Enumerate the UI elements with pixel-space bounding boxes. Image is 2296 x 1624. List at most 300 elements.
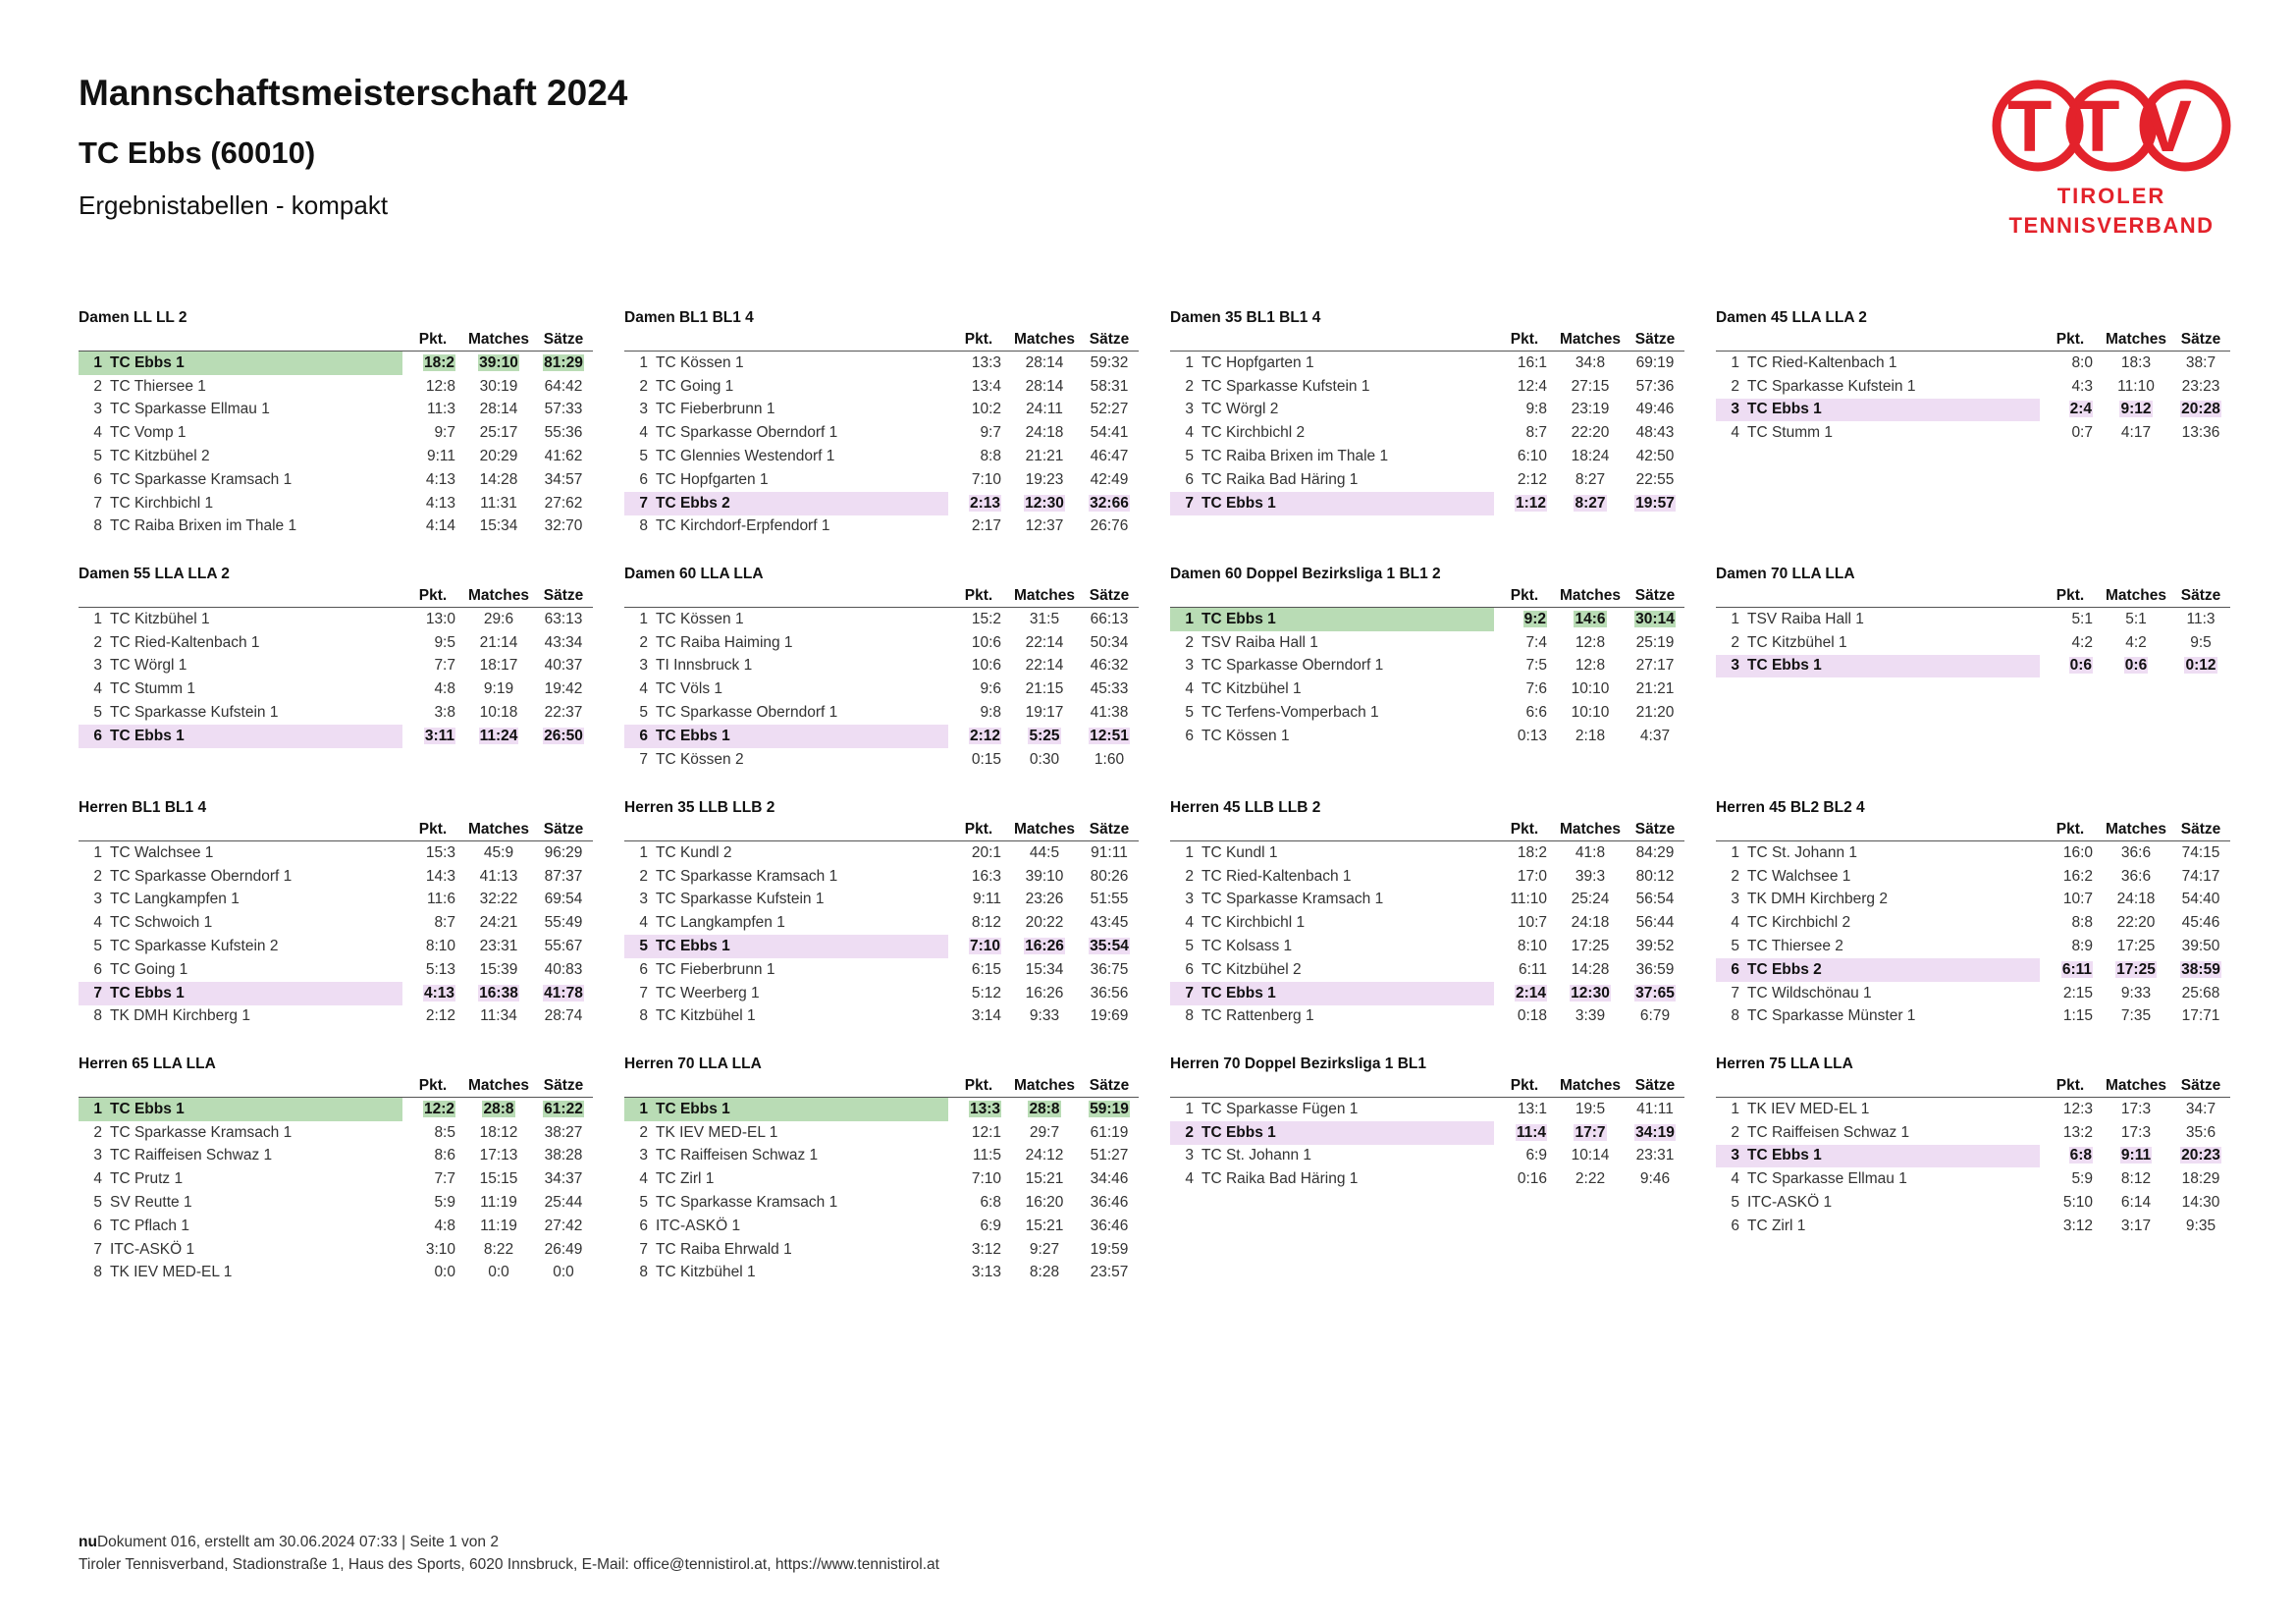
cell-pkt-value: 9:5 [434, 633, 455, 651]
table-row [1716, 1098, 2230, 1121]
header-matches: Matches [463, 585, 534, 608]
cell-pkt [1494, 889, 1555, 912]
cell-team: TC Ried-Kaltenbach 1 [110, 633, 260, 651]
cell-pkt-value: 14:3 [425, 867, 455, 885]
cell-matches-value: 9:27 [1029, 1240, 1060, 1258]
cell-matches [1555, 701, 1626, 725]
table-row [1170, 399, 1684, 422]
cell-matches-value: 9:33 [2120, 984, 2152, 1001]
cell-rank: 7 [79, 982, 108, 1005]
cell-saetze-value: 6:79 [1639, 1007, 1671, 1025]
cell-matches [1009, 1262, 1080, 1285]
header-rank [624, 1075, 654, 1098]
table-row [79, 725, 593, 748]
standings-table [1716, 819, 2230, 1028]
cell-saetze [534, 631, 593, 655]
cell-matches-value: 10:10 [1571, 704, 1610, 722]
table-row [624, 889, 1139, 912]
cell-matches-value: 10:10 [1571, 680, 1610, 698]
cell-matches [463, 352, 534, 375]
cell-pkt-value: 7:5 [1525, 657, 1547, 675]
cell-saetze-value: 43:34 [544, 633, 583, 651]
cell-rank: 7 [624, 492, 654, 515]
cell-rank: 6 [93, 960, 102, 978]
cell-saetze [1626, 725, 1684, 748]
cell-saetze-value: 34:19 [1635, 1123, 1675, 1141]
cell-saetze [1080, 1121, 1139, 1145]
cell-matches-value: 2:18 [1575, 727, 1606, 744]
cell-team: TC Kitzbühel 2 [110, 448, 210, 465]
standings-table [1716, 585, 2230, 677]
cell-team: TC Hopfgarten 1 [1201, 353, 1314, 371]
table-row [624, 1238, 1139, 1262]
cell-saetze [534, 701, 593, 725]
group-title: Damen LL LL 2 [79, 309, 187, 326]
cell-matches-value: 36:6 [2120, 843, 2152, 861]
cell-team: TC Langkampfen 1 [656, 914, 785, 932]
cell-team: TC Ebbs 1 [108, 352, 402, 375]
cell-matches [463, 1121, 534, 1145]
header-matches: Matches [1009, 819, 1080, 841]
cell-saetze-value: 0:0 [553, 1264, 574, 1281]
cell-team: TK IEV MED-EL 1 [656, 1123, 778, 1141]
cell-pkt [1494, 958, 1555, 982]
cell-pkt [2040, 1121, 2101, 1145]
table-row [1170, 841, 1684, 865]
cell-matches-value: 11:10 [2117, 377, 2155, 395]
cell-saetze [534, 399, 593, 422]
header-rank [1170, 819, 1200, 841]
header-saetze: Sätze [2171, 819, 2230, 841]
cell-rank: 4 [1185, 424, 1194, 442]
cell-pkt [948, 399, 1009, 422]
cell-saetze [2171, 1098, 2230, 1121]
cell-pkt [1494, 911, 1555, 935]
header-pkt: Pkt. [1494, 585, 1555, 608]
cell-saetze-value: 61:19 [1090, 1123, 1129, 1141]
table-row [1716, 1145, 2230, 1168]
table-header [1716, 819, 2230, 841]
cell-pkt [402, 399, 463, 422]
table-row [1170, 655, 1684, 678]
table-row [79, 701, 593, 725]
cell-rank: 5 [93, 938, 102, 955]
cell-saetze-value: 38:28 [544, 1147, 583, 1164]
group-block [1716, 797, 2230, 1054]
table-row [624, 911, 1139, 935]
cell-matches [463, 911, 534, 935]
table-row [1716, 352, 2230, 375]
cell-pkt-value: 5:12 [971, 984, 1001, 1001]
cell-matches-value: 24:18 [2116, 891, 2156, 908]
cell-pkt-value: 18:2 [423, 353, 454, 371]
cell-matches [463, 701, 534, 725]
table-row [79, 1121, 593, 1145]
cell-saetze [534, 515, 593, 539]
table-row [1170, 352, 1684, 375]
cell-matches [1555, 841, 1626, 865]
cell-saetze-value: 54:40 [2181, 891, 2220, 908]
cell-pkt [2040, 935, 2101, 958]
cell-team: TC St. Johann 1 [1201, 1147, 1312, 1164]
cell-matches [1009, 468, 1080, 492]
cell-saetze-value: 39:50 [2181, 938, 2220, 955]
cell-pkt [1494, 1145, 1555, 1168]
header-saetze: Sätze [534, 585, 593, 608]
cell-pkt [2040, 1167, 2101, 1191]
table-row [79, 655, 593, 678]
table-header [1170, 819, 1684, 841]
table-header [79, 585, 593, 608]
cell-matches [1555, 1121, 1626, 1145]
cell-pkt-value: 16:0 [2062, 843, 2093, 861]
cell-saetze [1080, 748, 1139, 772]
cell-matches [1009, 445, 1080, 468]
cell-matches-value: 39:3 [1575, 867, 1606, 885]
cell-saetze [2171, 421, 2230, 445]
cell-team: TSV Raiba Hall 1 [1747, 610, 1864, 627]
cell-rank: 5 [639, 448, 648, 465]
table-row [1716, 375, 2230, 399]
table-row [624, 468, 1139, 492]
ttv-logo [1991, 79, 2232, 245]
cell-saetze [2171, 1121, 2230, 1145]
cell-pkt [1494, 468, 1555, 492]
cell-rank: 5 [624, 935, 654, 958]
cell-pkt-value: 2:12 [1517, 470, 1547, 488]
cell-saetze-value: 41:78 [544, 984, 583, 1001]
cell-saetze [2171, 865, 2230, 889]
cell-pkt-value: 11:3 [426, 401, 455, 418]
cell-pkt-value: 2:13 [969, 494, 1000, 512]
cell-matches [463, 725, 534, 748]
cell-matches-value: 22:20 [1571, 424, 1610, 442]
cell-rank: 2 [1170, 1121, 1200, 1145]
group-block [79, 1054, 593, 1299]
cell-saetze [534, 352, 593, 375]
cell-rank: 1 [1731, 353, 1739, 371]
table-row [79, 515, 593, 539]
cell-saetze [1080, 608, 1139, 631]
cell-saetze-value: 32:66 [1090, 494, 1129, 512]
table-row [79, 889, 593, 912]
cell-pkt [1494, 677, 1555, 701]
cell-matches-value: 9:11 [2120, 1147, 2152, 1164]
cell-saetze-value: 91:11 [1091, 843, 1128, 861]
cell-pkt-value: 3:8 [434, 704, 455, 722]
cell-matches [463, 958, 534, 982]
cell-saetze [534, 982, 593, 1005]
standings-table [624, 819, 1139, 1028]
group-block [79, 307, 593, 564]
cell-matches [2101, 982, 2171, 1005]
cell-matches-value: 19:5 [1575, 1100, 1606, 1117]
cell-team: TC Ebbs 1 [1200, 982, 1494, 1005]
cell-pkt [402, 468, 463, 492]
cell-saetze-value: 42:49 [1090, 470, 1129, 488]
header-saetze: Sätze [2171, 329, 2230, 352]
cell-team: TC Weerberg 1 [656, 984, 760, 1001]
cell-team: TC Sparkasse Oberndorf 1 [110, 867, 293, 885]
cell-pkt-value: 12:8 [425, 377, 455, 395]
cell-pkt [1494, 935, 1555, 958]
cell-team: TC Sparkasse Kramsach 1 [110, 470, 293, 488]
cell-pkt-value: 7:10 [969, 938, 1000, 955]
cell-rank: 4 [639, 424, 648, 442]
cell-team: TC Kundl 2 [656, 843, 732, 861]
cell-saetze [1080, 399, 1139, 422]
cell-pkt-value: 3:12 [971, 1240, 1001, 1258]
cell-saetze [1626, 492, 1684, 515]
cell-saetze [1080, 1005, 1139, 1029]
cell-rank: 2 [93, 1123, 102, 1141]
cell-saetze [534, 608, 593, 631]
cell-matches-value: 21:14 [479, 633, 518, 651]
cell-matches-value: 10:18 [479, 704, 518, 722]
header-team [1200, 585, 1494, 608]
table-row [1716, 1121, 2230, 1145]
cell-pkt [948, 352, 1009, 375]
cell-pkt [1494, 841, 1555, 865]
table-row [624, 1145, 1139, 1168]
cell-team: TC Ried-Kaltenbach 1 [1201, 867, 1352, 885]
cell-pkt [402, 958, 463, 982]
cell-pkt [402, 982, 463, 1005]
cell-saetze [534, 1262, 593, 1285]
table-row [79, 958, 593, 982]
cell-saetze-value: 14:30 [2181, 1194, 2220, 1212]
cell-matches [2101, 1005, 2171, 1029]
cell-pkt [2040, 1005, 2101, 1029]
cell-pkt-value: 0:6 [2069, 657, 2092, 675]
group-block [624, 797, 1139, 1054]
cell-matches-value: 8:12 [2120, 1170, 2152, 1188]
cell-saetze-value: 34:46 [1090, 1170, 1129, 1188]
cell-rank: 5 [93, 704, 102, 722]
cell-pkt-value: 4:13 [425, 470, 455, 488]
cell-pkt-value: 7:7 [434, 1170, 455, 1188]
nu-mark: nu [79, 1534, 97, 1550]
cell-matches [463, 421, 534, 445]
cell-saetze-value: 22:55 [1635, 470, 1675, 488]
cell-pkt-value: 8:7 [434, 914, 455, 932]
cell-saetze-value: 26:50 [544, 727, 583, 744]
header-rank [79, 585, 108, 608]
cell-pkt [2040, 421, 2101, 445]
cell-team: TC Sparkasse Oberndorf 1 [1201, 657, 1384, 675]
cell-team: TK DMH Kirchberg 1 [110, 1007, 250, 1025]
cell-matches-value: 5:1 [2125, 610, 2147, 627]
header-rank [79, 329, 108, 352]
cell-team: TC Raika Bad Häring 1 [1201, 1170, 1359, 1188]
cell-pkt [948, 889, 1009, 912]
table-row [1170, 445, 1684, 468]
header-rank [79, 819, 108, 841]
cell-matches [1009, 982, 1080, 1005]
header-pkt: Pkt. [948, 819, 1009, 841]
header-rank [79, 1075, 108, 1098]
cell-saetze [534, 889, 593, 912]
cell-rank: 2 [1185, 633, 1194, 651]
cell-matches-value: 28:8 [1029, 1100, 1060, 1117]
cell-matches-value: 9:19 [483, 680, 514, 698]
cell-pkt-value: 10:7 [1517, 914, 1547, 932]
cell-saetze [2171, 911, 2230, 935]
cell-rank: 1 [1185, 353, 1194, 371]
cell-matches [463, 935, 534, 958]
header-matches: Matches [2101, 1075, 2171, 1098]
cell-pkt-value: 4:8 [434, 680, 455, 698]
table-row [624, 1098, 1139, 1121]
cell-pkt-value: 10:6 [971, 633, 1001, 651]
cell-matches-value: 24:18 [1025, 424, 1064, 442]
cell-team: TC Sparkasse Fügen 1 [1201, 1100, 1359, 1117]
cell-team: TC Going 1 [656, 377, 734, 395]
cell-matches-value: 17:7 [1575, 1123, 1606, 1141]
header-rank [624, 329, 654, 352]
group-block [624, 1054, 1139, 1299]
club-title: TC Ebbs (60010) [79, 135, 316, 170]
cell-saetze [534, 1005, 593, 1029]
cell-pkt-value: 7:7 [434, 657, 455, 675]
header-matches: Matches [1009, 329, 1080, 352]
cell-matches [1555, 958, 1626, 982]
cell-matches-value: 8:27 [1575, 494, 1606, 512]
cell-rank: 1 [79, 1098, 108, 1121]
cell-matches-value: 8:28 [1029, 1264, 1060, 1281]
cell-saetze-value: 34:37 [544, 1170, 583, 1188]
cell-pkt-value: 6:8 [980, 1194, 1001, 1212]
cell-rank: 4 [1731, 914, 1739, 932]
cell-saetze [1080, 958, 1139, 982]
header-matches: Matches [1555, 585, 1626, 608]
table-row [624, 1215, 1139, 1238]
cell-saetze [2171, 935, 2230, 958]
cell-matches-value: 29:7 [1029, 1123, 1060, 1141]
cell-saetze [534, 1238, 593, 1262]
cell-matches-value: 41:8 [1575, 843, 1606, 861]
cell-saetze-value: 45:46 [2181, 914, 2220, 932]
cell-pkt [2040, 655, 2101, 678]
cell-pkt [948, 445, 1009, 468]
group-title: Damen 70 LLA LLA [1716, 566, 1855, 582]
cell-saetze [1080, 468, 1139, 492]
cell-saetze-value: 69:19 [1635, 353, 1675, 371]
cell-saetze-value: 96:29 [544, 843, 583, 861]
cell-rank: 2 [1185, 377, 1194, 395]
cell-matches-value: 15:21 [1025, 1170, 1064, 1188]
cell-matches-value: 25:17 [479, 424, 518, 442]
cell-saetze-value: 28:74 [544, 1007, 583, 1025]
table-row [1170, 677, 1684, 701]
cell-saetze [1080, 445, 1139, 468]
cell-pkt [1494, 655, 1555, 678]
cell-team: TC Wildschönau 1 [1747, 984, 1872, 1001]
table-row [624, 445, 1139, 468]
cell-rank: 8 [639, 1007, 648, 1025]
header-matches: Matches [463, 329, 534, 352]
cell-rank: 1 [639, 353, 648, 371]
cell-saetze [2171, 608, 2230, 631]
header-matches: Matches [463, 819, 534, 841]
cell-team: TC Stumm 1 [1747, 424, 1833, 442]
cell-saetze-value: 46:32 [1090, 657, 1129, 675]
cell-pkt-value: 6:8 [2069, 1147, 2092, 1164]
cell-matches [1555, 375, 1626, 399]
header-team [654, 329, 948, 352]
cell-saetze [534, 725, 593, 748]
cell-rank: 2 [93, 633, 102, 651]
cell-rank: 4 [639, 680, 648, 698]
cell-pkt [2040, 352, 2101, 375]
table-row [1170, 468, 1684, 492]
cell-pkt-value: 0:7 [2071, 424, 2093, 442]
cell-pkt-value: 13:2 [2062, 1123, 2093, 1141]
cell-pkt [2040, 608, 2101, 631]
cell-matches-value: 36:6 [2120, 867, 2152, 885]
cell-matches [2101, 1121, 2171, 1145]
cell-pkt-value: 11:10 [1510, 891, 1547, 908]
table-row [79, 1145, 593, 1168]
cell-pkt [948, 935, 1009, 958]
cell-pkt-value: 6:9 [1525, 1147, 1547, 1164]
cell-pkt [402, 841, 463, 865]
table-row [79, 1191, 593, 1215]
cell-matches [1009, 655, 1080, 678]
cell-pkt-value: 10:6 [971, 657, 1001, 675]
group-block [1170, 797, 1684, 1054]
cell-matches-value: 12:8 [1575, 657, 1606, 675]
cell-team: TC Walchsee 1 [1747, 867, 1851, 885]
cell-rank: 6 [93, 470, 102, 488]
cell-pkt-value: 9:11 [972, 891, 1001, 908]
cell-pkt [402, 865, 463, 889]
cell-pkt [402, 631, 463, 655]
cell-team: TC Ebbs 1 [1200, 492, 1494, 515]
cell-rank: 3 [1716, 1145, 1745, 1168]
cell-matches-value: 27:15 [1571, 377, 1610, 395]
cell-team: ITC-ASKÖ 1 [110, 1240, 195, 1258]
cell-matches [2101, 399, 2171, 422]
cell-matches-value: 28:14 [1025, 377, 1064, 395]
cell-pkt-value: 13:1 [1517, 1100, 1547, 1117]
cell-saetze [2171, 1005, 2230, 1029]
table-row [79, 399, 593, 422]
cell-saetze-value: 45:33 [1090, 680, 1129, 698]
cell-saetze-value: 51:55 [1090, 891, 1129, 908]
standings-table [79, 1075, 593, 1284]
header-rank [1716, 819, 1745, 841]
header-pkt: Pkt. [1494, 329, 1555, 352]
cell-saetze [534, 655, 593, 678]
table-header [1716, 329, 2230, 352]
cell-team: TC Kitzbühel 1 [110, 610, 210, 627]
cell-pkt-value: 1:15 [2062, 1007, 2093, 1025]
cell-matches-value: 39:10 [479, 353, 518, 371]
cell-pkt-value: 9:7 [434, 424, 455, 442]
table-row [624, 958, 1139, 982]
cell-pkt [948, 655, 1009, 678]
cell-matches-value: 18:24 [1571, 448, 1610, 465]
header-pkt: Pkt. [948, 585, 1009, 608]
cell-matches [463, 375, 534, 399]
cell-team: TC Sparkasse Oberndorf 1 [656, 424, 838, 442]
cell-matches-value: 22:14 [1025, 633, 1064, 651]
cell-saetze-value: 21:21 [1635, 680, 1675, 698]
cell-matches-value: 28:8 [483, 1100, 514, 1117]
cell-matches [1009, 492, 1080, 515]
header-team [108, 819, 402, 841]
